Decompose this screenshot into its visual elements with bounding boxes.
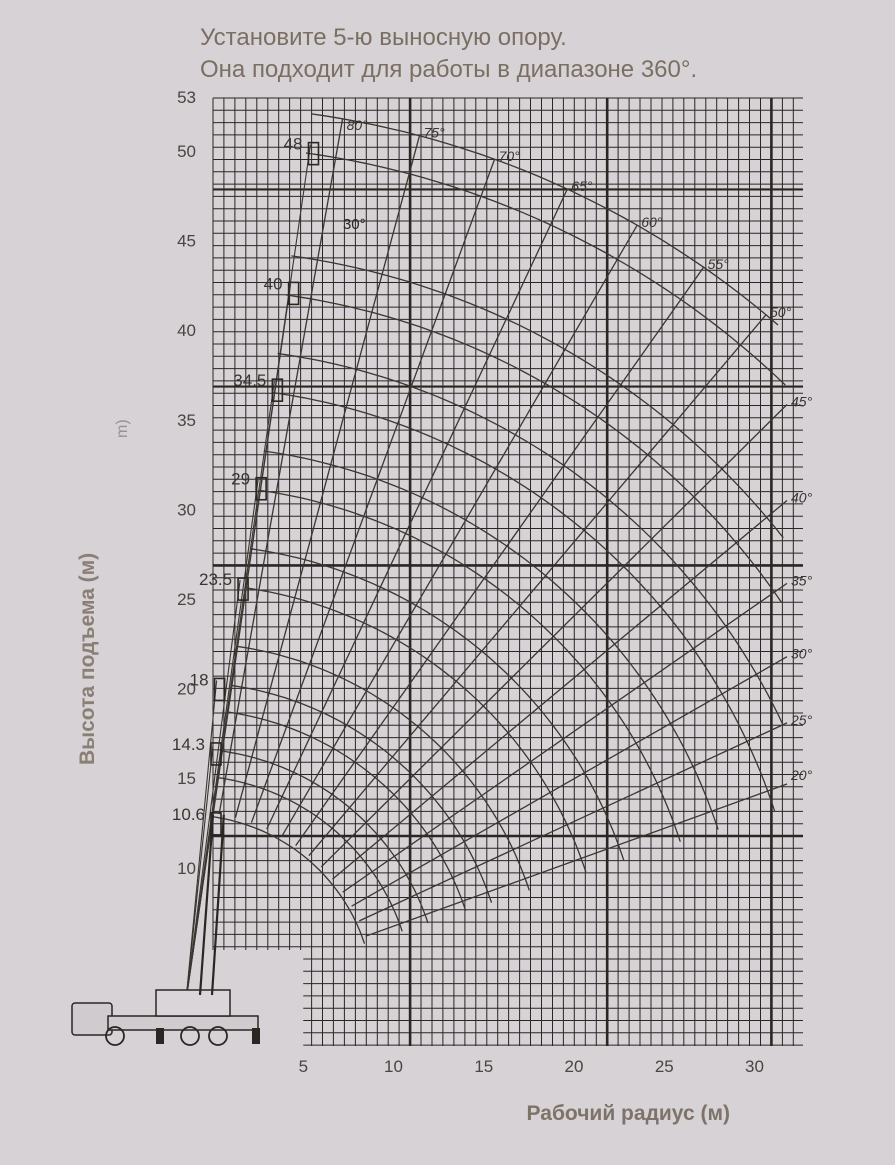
boom-length-label: 29: [231, 469, 251, 489]
y-axis-title: Высота подъема (м): [76, 552, 99, 765]
crane-illustration: [72, 815, 260, 1045]
boom-length-label: 34.5: [233, 371, 267, 391]
angle-label: 55°: [707, 256, 729, 273]
x-tick-label: 20: [564, 1057, 584, 1076]
header-note-line1: Установите 5-ю выносную опору.: [200, 24, 567, 51]
y-tick-label: 53: [177, 88, 196, 108]
angle-label: 70°: [498, 148, 520, 165]
y-tick-label: 50: [177, 142, 196, 161]
angle-label: 25°: [791, 711, 813, 728]
header-note-line2: Она подходит для работы в диапазоне 360°.: [200, 56, 698, 83]
boom-length-label: 10.6: [171, 804, 205, 824]
x-axis-ticks: [299, 1057, 764, 1076]
angle-line-55: [296, 267, 704, 845]
angle-line-70: [251, 159, 494, 823]
x-tick-label: 5: [298, 1057, 309, 1076]
y-tick-label: 45: [177, 231, 196, 251]
angle-label: 80°: [346, 117, 368, 133]
x-axis-title: Рабочий радиус (м): [526, 1102, 730, 1125]
angle-line-25: [359, 723, 787, 921]
reach-arc-48-upper: [312, 114, 779, 325]
y-tick-label: 15: [177, 769, 196, 789]
y-axis-ticks: [177, 88, 196, 878]
angle-label: 75°: [423, 124, 445, 141]
boom-length-label: 14.3: [171, 734, 205, 754]
y-tick-label: 10: [177, 858, 196, 878]
y-tick-label: 30: [177, 500, 196, 520]
outrigger-leg: [156, 1028, 164, 1044]
angle-label: 30°: [791, 645, 813, 662]
reach-arc-40-lower: [286, 295, 782, 603]
angle-label: 35°: [791, 572, 813, 589]
y-axis-unit: m): [114, 419, 131, 438]
angle-line-80: [219, 119, 343, 814]
boom-length-label: 23.5: [199, 570, 233, 590]
angle-label: 60°: [641, 214, 663, 231]
truck-body: [156, 990, 230, 1016]
y-tick-label: 25: [177, 590, 196, 609]
angle-label: 40°: [791, 489, 813, 506]
boom-length-label: 40: [263, 274, 283, 294]
angle-line-40: [333, 501, 788, 880]
y-tick-label: 40: [177, 321, 196, 341]
angle-label: 65°: [571, 178, 593, 195]
boom-base: [212, 815, 224, 995]
angle-label: 45°: [791, 393, 813, 410]
x-tick-label: 25: [654, 1057, 674, 1076]
truck-cab: [72, 1003, 112, 1035]
truck-chassis: [108, 1016, 258, 1030]
y-tick-label: 35: [177, 410, 196, 430]
angle-label: 20°: [791, 767, 813, 783]
boom-length-label: 48: [283, 134, 303, 154]
x-tick-label: 30: [745, 1057, 764, 1076]
x-tick-label: 10: [384, 1057, 403, 1076]
y-tick-label: 20: [177, 679, 196, 699]
jib-angle-label: 30°: [342, 215, 366, 233]
outrigger-leg: [252, 1028, 260, 1044]
boom-length-label: 18: [189, 670, 209, 690]
x-tick-label: 15: [474, 1057, 494, 1076]
angle-label: 50°: [770, 303, 792, 320]
